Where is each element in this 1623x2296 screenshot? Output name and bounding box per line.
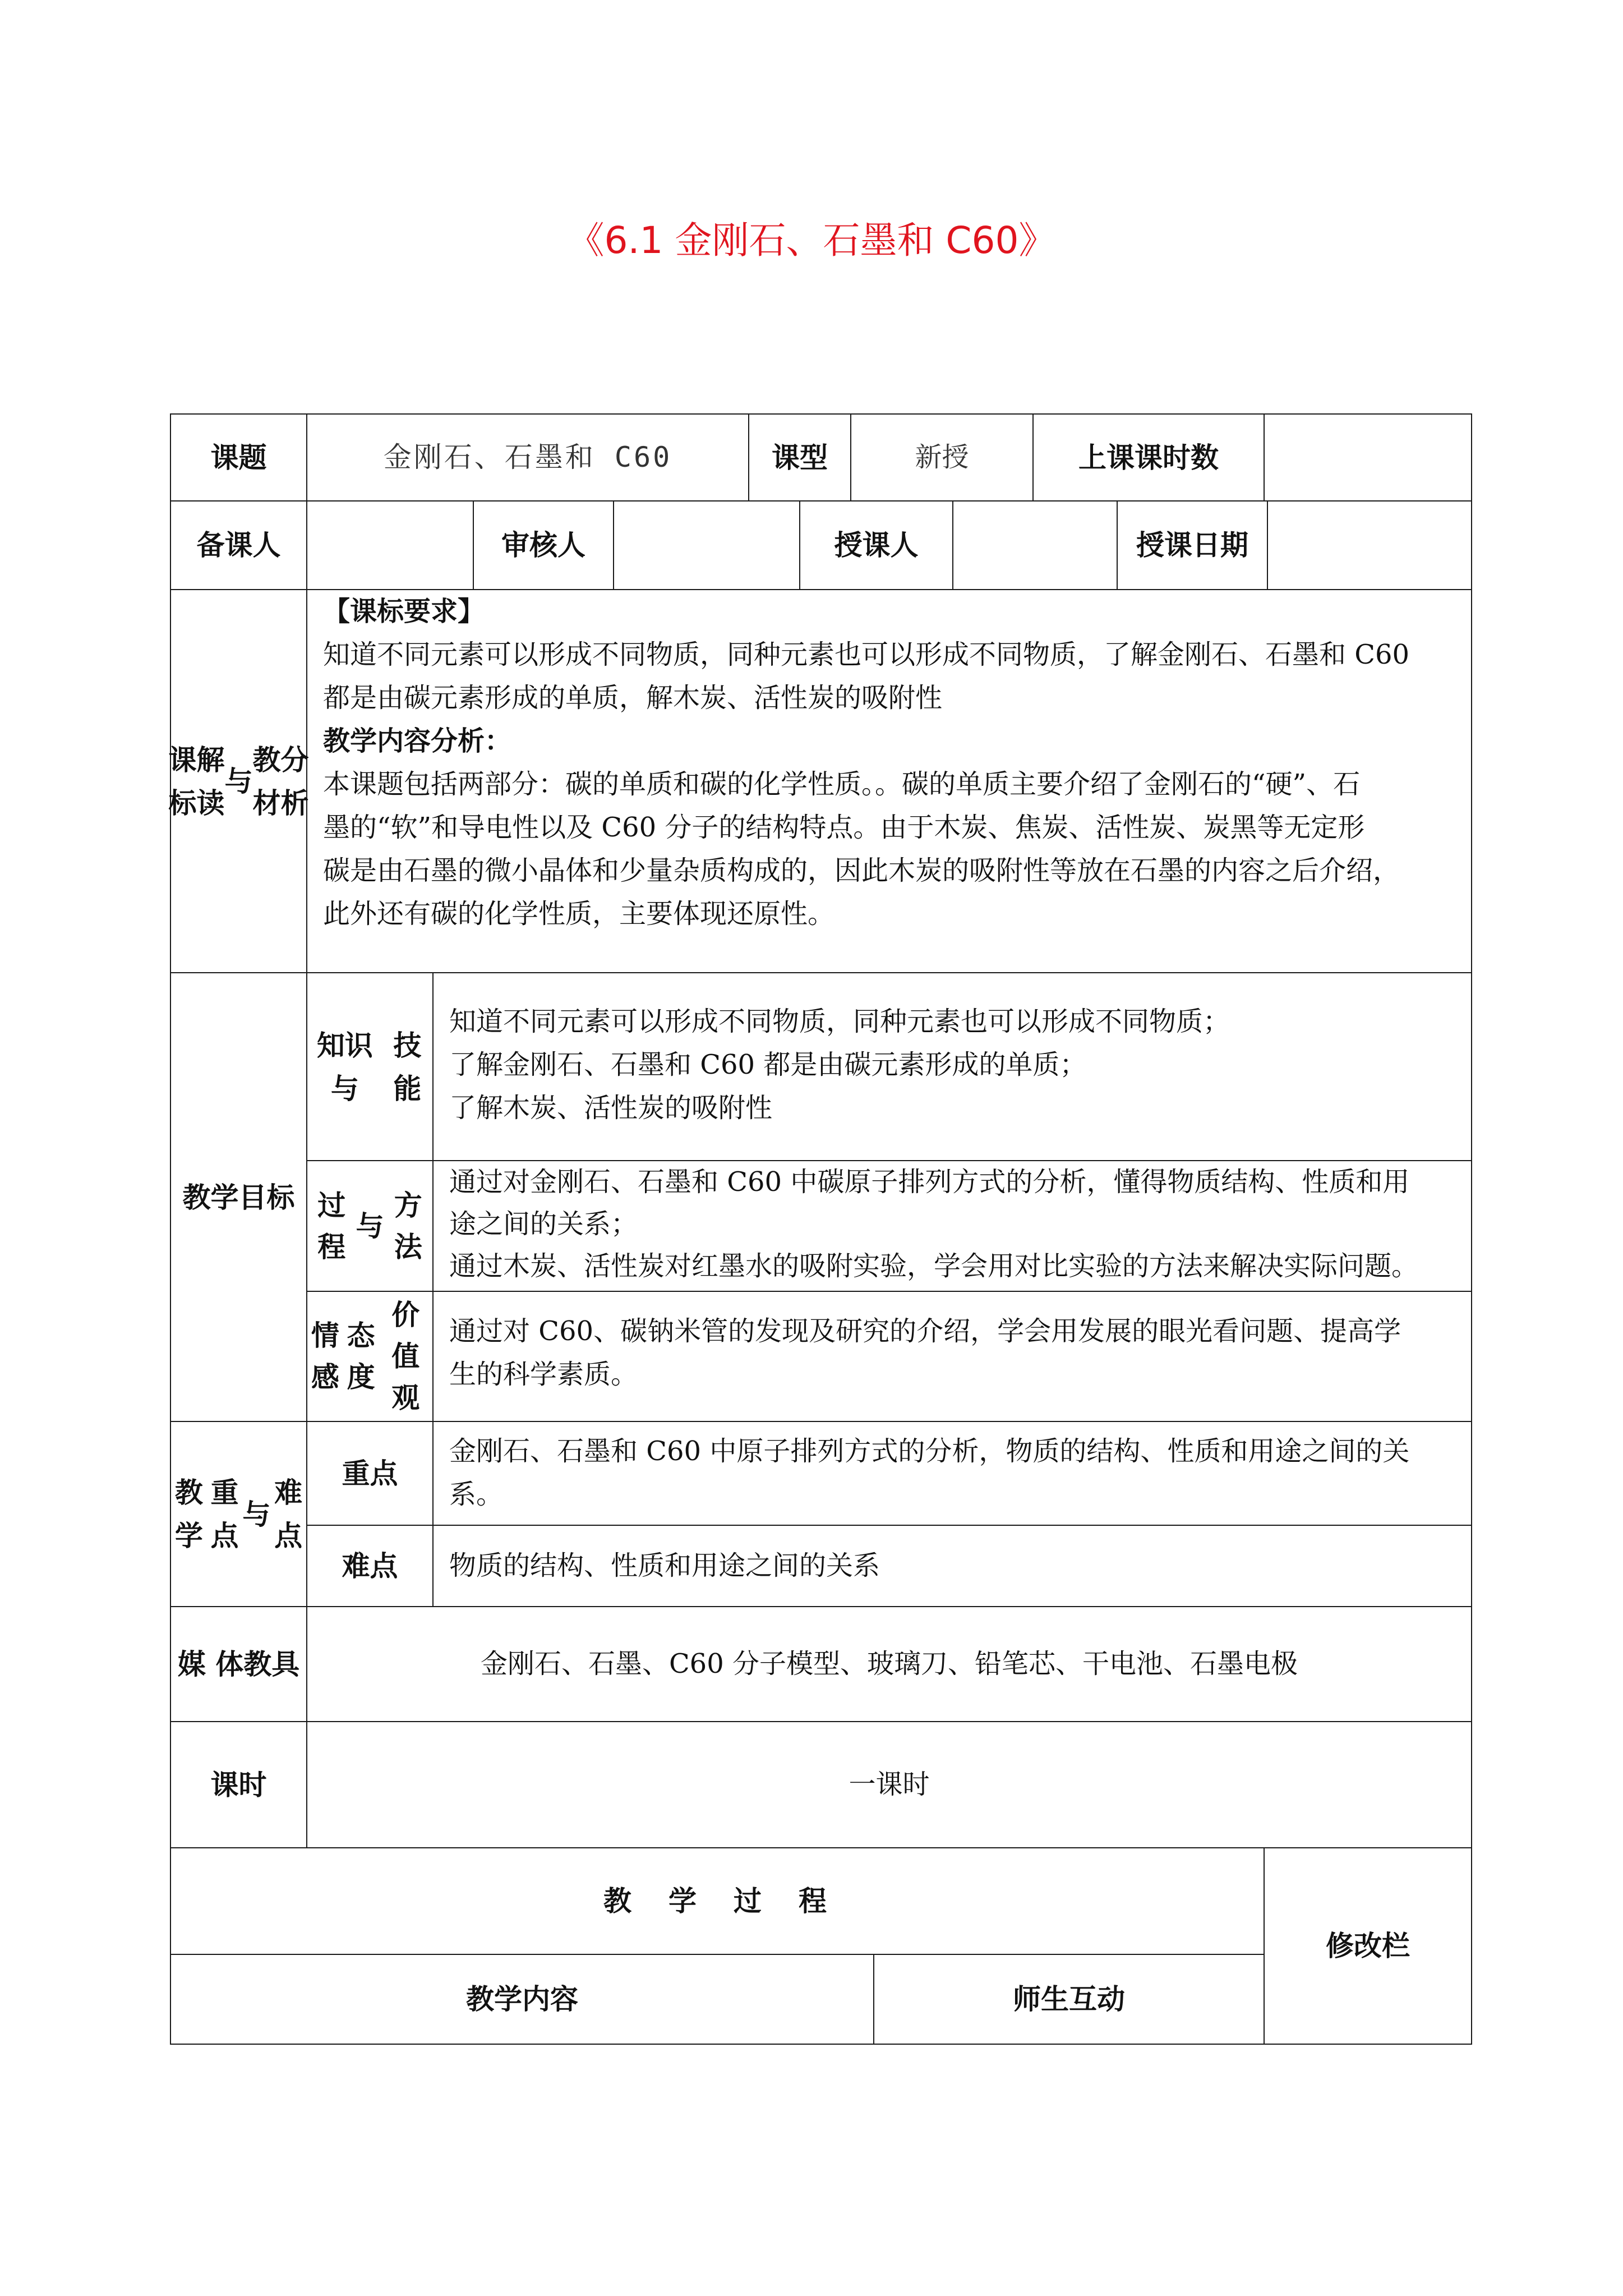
period-label: 课时 — [170, 1722, 307, 1848]
content-heading: 教学内容分析： — [323, 725, 512, 757]
emotion-label-1: 情感 — [311, 1319, 339, 1393]
hours-label: 上课课时数 — [1034, 413, 1265, 501]
analysis-label-2: 解 读 — [196, 743, 225, 820]
type-label: 课型 — [749, 413, 851, 501]
focus-label-4: 难点 — [274, 1476, 303, 1552]
analysis-label-5: 分 析 — [280, 743, 309, 820]
process-label-2: 与 — [356, 1209, 384, 1243]
date-label — [1118, 501, 1268, 590]
process-label — [307, 1161, 434, 1292]
hours-value — [1265, 413, 1472, 501]
prep-label: 备课人 — [170, 501, 307, 590]
process-line: 通过对金刚石、石墨和 C60 中碳原子排列方式的分析，懂得物质结构、性质和用 — [449, 1166, 1410, 1198]
period-value: 一课时 — [307, 1722, 1472, 1848]
process-heading: 教 学 过 程 — [170, 1848, 1265, 1955]
knowledge-content — [434, 973, 1472, 1161]
content-line: 本课题包括两部分：碳的单质和碳的化学性质。。碳的单质主要介绍了金刚石的“硬”、石 — [323, 769, 1361, 800]
prep-value — [307, 501, 474, 590]
focus-label-2: 重点 — [210, 1476, 239, 1552]
date-label-line1: 授课 — [1136, 528, 1192, 562]
process-label-3: 方法 — [394, 1188, 422, 1263]
key-line: 系。 — [449, 1479, 504, 1510]
goals-label-1: 教 — [182, 1180, 211, 1214]
req-line: 都是由碳元素形成的单质，解木炭、活性炭的吸附性 — [323, 682, 943, 714]
date-label-line2: 日期 — [1192, 528, 1248, 562]
process-label-1: 过程 — [317, 1188, 346, 1263]
date-value — [1268, 501, 1472, 590]
emotion-label-2: 态度 — [347, 1319, 375, 1393]
process-line: 通过木炭、活性炭对红墨水的吸附实验，学会用对比实验的方法来解决实际问题。 — [449, 1250, 1419, 1282]
media-label — [170, 1607, 307, 1722]
focus-label-3: 与 — [242, 1497, 271, 1531]
knowledge-line: 了解木炭、活性炭的吸附性 — [449, 1092, 773, 1124]
knowledge-line: 了解金刚石、石墨和 C60 都是由碳元素形成的单质； — [449, 1049, 1087, 1080]
req-line: 知道不同元素可以形成不同物质，同种元素也可以形成不同物质，了解金刚石、石墨和 C60 — [323, 639, 1410, 670]
process-line: 途之间的关系； — [449, 1208, 638, 1240]
content-line: 墨的“软”和导电性以及 C60 分子的结构特点。由于木炭、焦炭、活性炭、炭黑等无定形 — [323, 812, 1365, 843]
key-line: 金刚石、石墨和 C60 中原子排列方式的分析，物质的结构、性质和用途之间的关 — [449, 1435, 1410, 1467]
content-line: 碳是由石墨的微小晶体和少量杂质构成的，因此木炭的吸附性等放在石墨的内容之后介绍， — [323, 855, 1400, 886]
knowledge-label-1: 知识与 — [316, 1028, 373, 1105]
media-value: 金刚石、石墨、C60 分子模型、玻璃刀、铅笔芯、干电池、石墨电极 — [307, 1607, 1472, 1722]
analysis-label — [170, 590, 307, 973]
goals-label-3: 目 — [238, 1180, 267, 1214]
content-column-header: 教学内容 — [170, 1955, 874, 2045]
knowledge-line: 知道不同元素可以形成不同物质，同种元素也可以形成不同物质； — [449, 1006, 1230, 1037]
goals-label-2: 学 — [210, 1180, 239, 1214]
teacher-value — [953, 501, 1118, 590]
process-content — [434, 1161, 1472, 1292]
emotion-line: 通过对 C60、碳钠米管的发现及研究的介绍，学会用发展的眼光看问题、提高学 — [449, 1315, 1401, 1347]
goals-label — [170, 973, 307, 1422]
emotion-label — [307, 1292, 434, 1422]
key-label: 重点 — [307, 1422, 434, 1526]
topic-label: 课题 — [170, 413, 307, 501]
content-line: 此外还有碳的化学性质，主要体现还原性。 — [323, 898, 835, 930]
review-label: 审核人 — [474, 501, 614, 590]
analysis-content — [307, 590, 1472, 973]
emotion-label-3: 价值观 — [391, 1298, 420, 1414]
media-label-2: 具 — [271, 1648, 300, 1681]
page-title: 《6.1 金刚石、石墨和 C60》 — [567, 219, 1056, 262]
media-label-1: 媒 体教 — [177, 1648, 272, 1681]
hard-content: 物质的结构、性质和用途之间的关系 — [434, 1526, 1472, 1607]
review-value — [614, 501, 800, 590]
knowledge-label — [307, 973, 434, 1161]
type-value: 新授 — [851, 413, 1034, 501]
hard-label: 难点 — [307, 1526, 434, 1607]
emotion-content — [434, 1292, 1472, 1422]
req-heading: 【课标要求】 — [323, 596, 485, 627]
analysis-label-4: 教 材 — [252, 743, 281, 820]
focus-label-1: 教学 — [174, 1476, 203, 1552]
topic-value: 金刚石、石墨和 C60 — [307, 413, 749, 501]
revision-column-header: 修改栏 — [1265, 1848, 1472, 2045]
teacher-label: 授课人 — [800, 501, 953, 590]
focus-label — [170, 1422, 307, 1607]
goals-label-4: 标 — [266, 1180, 295, 1214]
knowledge-label-2: 技能 — [393, 1028, 422, 1105]
analysis-label-3: 与 — [224, 765, 253, 798]
analysis-label-1: 课 标 — [168, 743, 197, 820]
key-content — [434, 1422, 1472, 1526]
interaction-column-header: 师生互动 — [874, 1955, 1265, 2045]
emotion-line: 生的科学素质。 — [449, 1359, 638, 1390]
